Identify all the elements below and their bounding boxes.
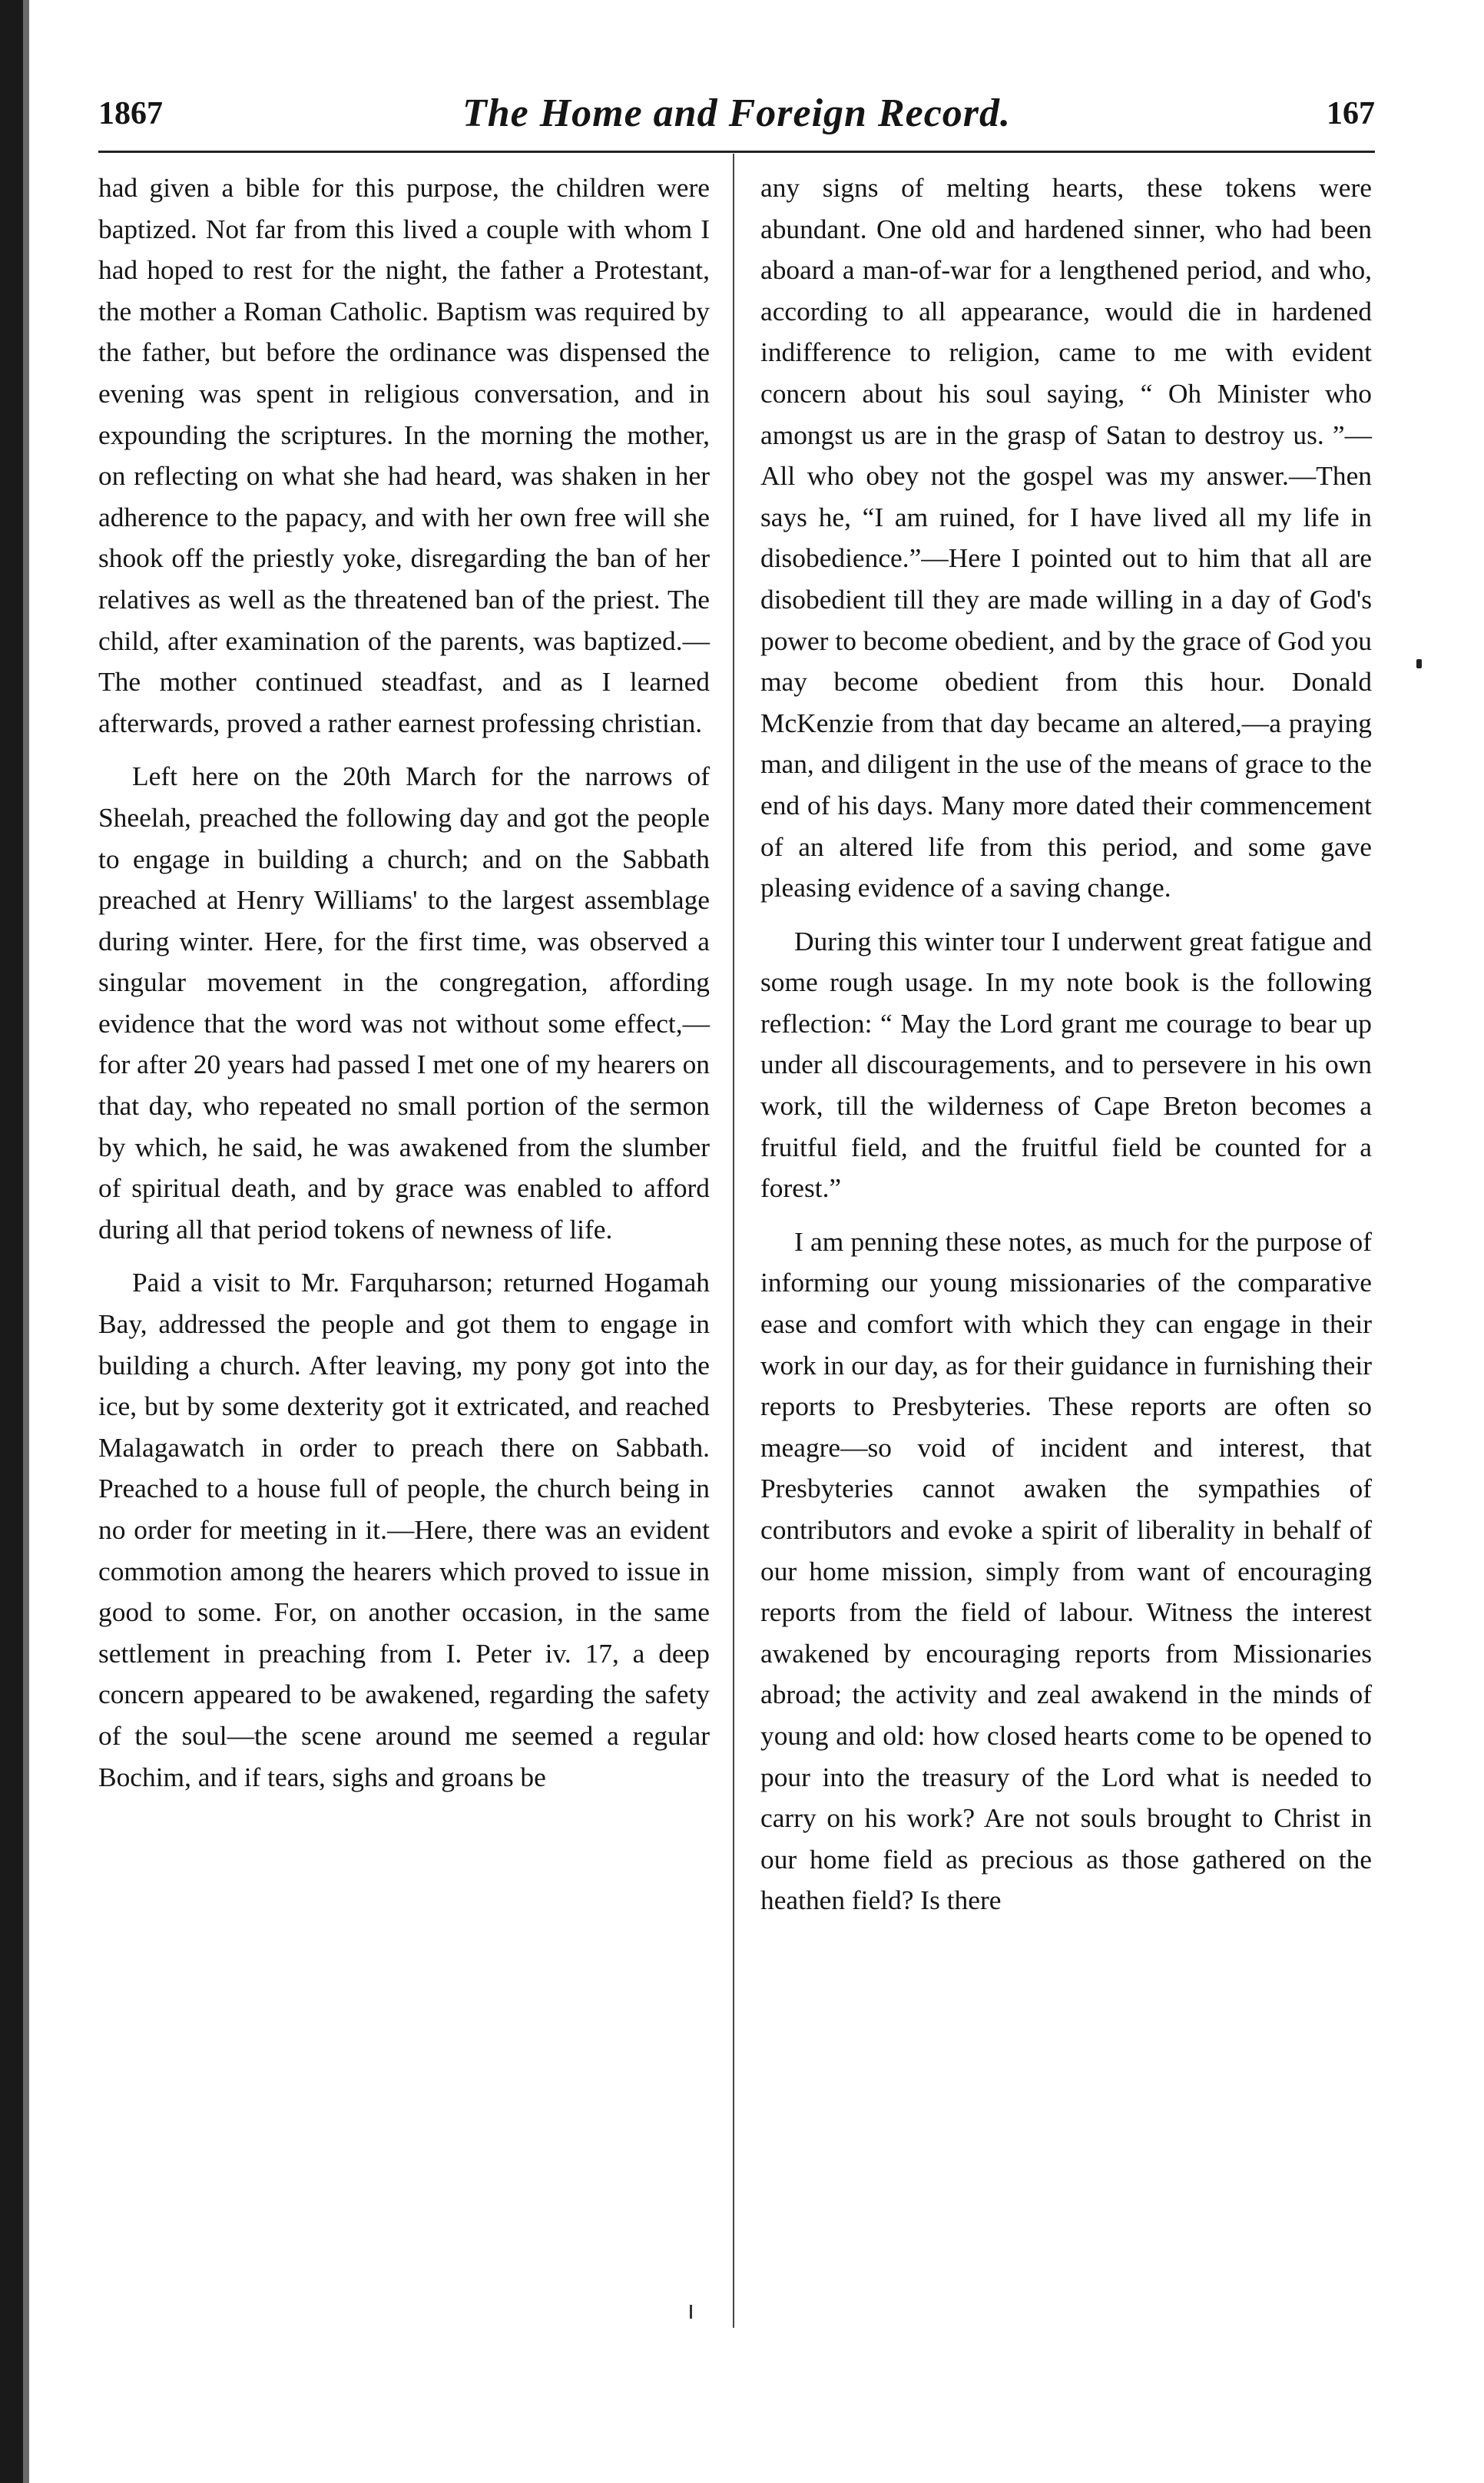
right-column [760, 167, 1372, 1934]
paragraph-baptism-account: had given a bible for this purpose, the children were baptized. Not far from this lived a couple with whom I had hoped to rest for the night, the father a Protestant, the mother a Roman Catholic. Baptism was required by the father, but before the ordinance was dispensed the evening was spent in religious conversation, and in expounding the scriptures. In the morning the mother, on reflecting on what she had heard, was shaken in her adherence to the papacy, and with her own free will she shook off the priestly yoke, disregarding the ban of her relatives as well as the threatened ban of the priest. The child, after examination of the parents, was baptized.—The mother continued steadfast, and as I learned afterwards, proved a rather earnest professing christian. [98, 172, 710, 738]
paragraph-farquharson-visit: Paid a visit to Mr. Farquharson; returned Hogamah Bay, addressed the people and got them to engage in building a church. After leaving, my pony got into the ice, but by some dexterity got it extricated, and reached Malagawatch in order to preach there on Sabbath. Preached to a house full of people, the church being in no order for meeting in it.—Here, there was an evident commotion among the hearers which proved to issue in good to some. For, on another occasion, in the same settlement in preaching from I. Peter iv. 17, a deep concern appeared to be awakened, regarding the safety of the soul—the scene around me seemed a regular Bochim, and if tears, sighs and groans be [98, 1267, 710, 1792]
ink-mark [690, 2305, 692, 2319]
ink-speck [1416, 659, 1422, 668]
paragraph-penning-notes: I am penning these notes, as much for the purpose of informing our young missionaries of the comparative ease and comfort with which they can engage in their work in our day, as for their guidance in furnishing their reports to Presbyteries. These reports are often so meagre—so void of incident and interest, that Presbyteries cannot awaken the sympathies of contributors and evoke a spirit of liberality in behalf of our home mission, simply from want of encouraging reports from the field of labour. Witness the interest awakened by encouraging reports from Missionaries abroad; the activity and zeal awakend in the minds of young and old: how closed hearts come to be opened to pour into the treasury of the Lord what is needed to carry on his work? Are not souls brought to Christ in our home field as precious as those gathered on the heathen field? Is there [760, 1225, 1372, 1916]
page-number: 167 [1327, 96, 1375, 131]
column-divider [733, 154, 734, 2328]
paragraph-melting-hearts: any signs of melting hearts, these tokens were abundant. One old and hardened sinner, who had been aboard a man-of-war for a lengthened period, and who, according to all appearance, would die in hardened indifference to religion, came to me with evident concern about his soul saying, “ Oh Minister who amongst us are in the grasp of Satan to destroy us. ”—All who obey not the gospel was my answer.—Then says he, “I am ruined, for I have lived all my life in disobedience.”—Here I pointed out to him that all are disobedient till they are made willing in a day of God's power to become obedient, and by the grace of God you may become obedient from this hour. Donald McKenzie from that day became an altered,—a praying man, and diligent in the use of the means of grace to the end of his days. Many more dated their commencement of an altered life from this period, and some gave pleasing evidence of a saving change. [760, 172, 1372, 903]
page-binding-edge [0, 0, 23, 2483]
header-year: 1867 [98, 96, 163, 131]
paragraph-winter-tour: During this winter tour I underwent great fatigue and some rough usage. In my note book is the following reflection: “ May the Lord grant me courage to bear up under all discouragements, and to persevere in his own work, till the wilderness of Cape Breton becomes a fruitful field, and the fruitful field be counted for a forest.” [760, 925, 1372, 1204]
running-header [98, 91, 1375, 144]
page-binding-shadow [23, 0, 29, 2483]
paragraph-sheelah-narrows: Left here on the 20th March for the narrows of Sheelah, preached the following day and got the people to engage in building a church; and on the Sabbath preached at Henry Williams' to the largest assemblage during winter. Here, for the first time, was observed a singular movement in the congregation, affording evidence that the word was not without some effect,—for after 20 years had passed I met one of my hearers on that day, who repeated no small portion of the sermon by which, he said, he was awakened from the slumber of spiritual death, and by grace was enabled to afford during all that period tokens of newness of life. [98, 761, 710, 1245]
journal-title: The Home and Foreign Record. [462, 91, 1012, 135]
left-column [98, 167, 710, 1810]
header-rule [98, 151, 1375, 153]
